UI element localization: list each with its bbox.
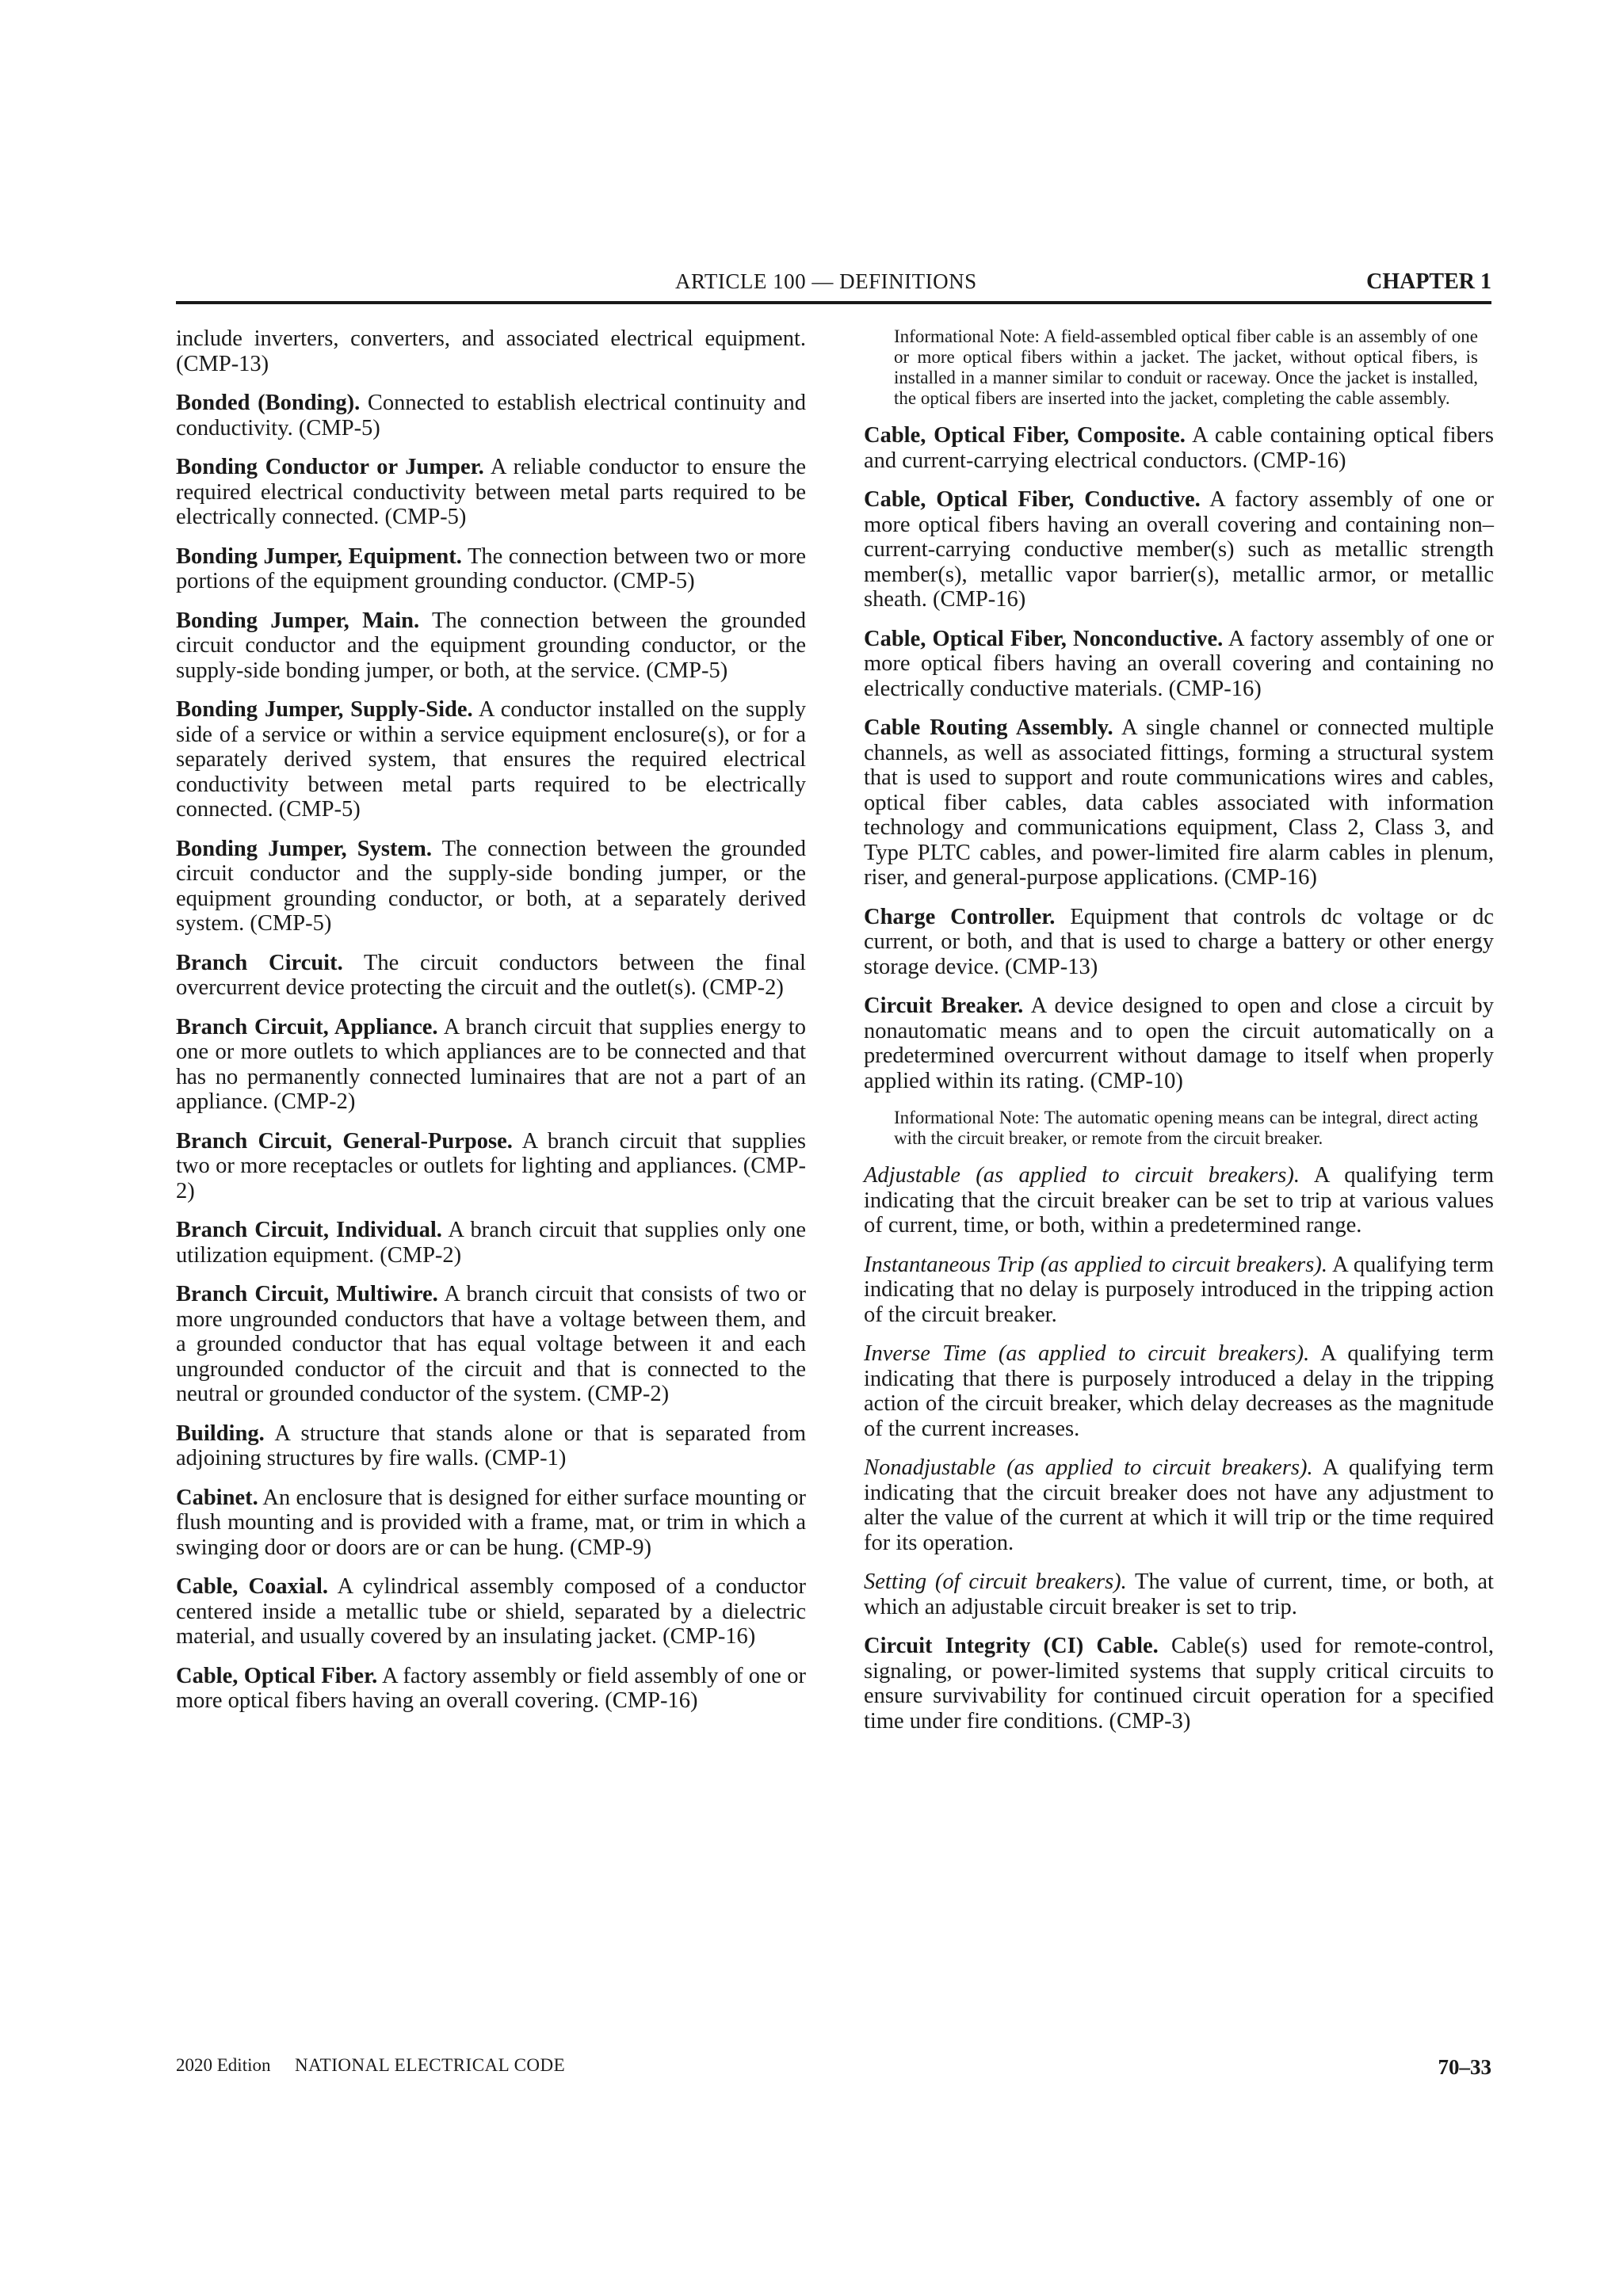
code-title: NATIONAL ELECTRICAL CODE xyxy=(295,2055,566,2075)
definition-text: A branch circuit that consists of two or more ungrounded conductors that have a voltage between them, and a grounded conductor that has equal voltage between it and each ungrounded conductor of the circuit and that is connected to the neutral or grounded conductor of the system. (CMP-2) xyxy=(176,1282,806,1406)
definition-term: Nonadjustable (as applied to circuit breakers). xyxy=(864,1455,1313,1480)
informational-note: Informational Note: A field-assembled optical fiber cable is an assembly of one or more optical fibers within a jacket. The jacket, without optical fibers, is installed in a manner similar to conduit or raceway. Once the jacket is installed, the optical fibers are inserted into the jacket, completing the cable assembly. xyxy=(894,326,1478,408)
definition-term: Bonding Conductor or Jumper. xyxy=(176,455,484,479)
definition-term: Inverse Time (as applied to circuit breakers). xyxy=(864,1341,1310,1366)
definition xyxy=(864,994,1494,1093)
definition-text: A branch circuit that supplies only one utilization equipment. (CMP-2) xyxy=(176,1218,806,1268)
definition xyxy=(176,608,806,684)
definition-text: A qualifying term indicating that the circuit breaker does not have any adjustment to alter the value of the current at which it will trip or the time required for its operation. xyxy=(864,1455,1494,1555)
definition xyxy=(176,455,806,530)
definition-term: Cabinet. xyxy=(176,1485,258,1510)
definition-text: A qualifying term indicating that no delay is purposely introduced in the tripping action of the circuit breaker. xyxy=(864,1252,1494,1327)
definition-text: A factory assembly of one or more optical fibers having an overall covering and containing no electrically conductive materials. (CMP-16) xyxy=(864,626,1494,701)
definition-term: Charge Controller. xyxy=(864,904,1056,929)
definition xyxy=(176,951,806,1001)
definition xyxy=(864,1253,1494,1328)
definition-term: Bonding Jumper, Equipment. xyxy=(176,543,462,569)
definition xyxy=(176,544,806,594)
definition xyxy=(176,837,806,936)
definition-term: Bonded (Bonding). xyxy=(176,391,361,415)
definition-term: Bonding Jumper, Supply-Side. xyxy=(176,697,473,722)
definition-text: A reliable conductor to ensure the required electrical conductivity between metal parts required to be electrically connected. (CMP-5) xyxy=(176,455,807,529)
definition-term: Branch Circuit, Appliance. xyxy=(176,1014,438,1039)
definition xyxy=(864,627,1494,702)
definition-text: The connection between the grounded circuit conductor and the equipment grounding conductor, or the supply-side bonding jumper, or both, at the service. (CMP-5) xyxy=(176,608,806,683)
definition xyxy=(864,1163,1494,1238)
definition-term: Cable, Coaxial. xyxy=(176,1574,329,1599)
definition xyxy=(176,1664,806,1714)
definition-term: Cable, Optical Fiber, Nonconductive. xyxy=(864,626,1224,651)
definition-text: A conductor installed on the supply side of a service or within a service equipment enclosure(s), or for a separately derived system, that ensures the required electrical conductivity between metal parts required to be electrically connected. (CMP-5) xyxy=(176,697,806,822)
definition-text: A structure that stands alone or that is separated from adjoining structures by fire walls. (CMP-1) xyxy=(176,1421,806,1470)
definition-text: The connection between two or more portions of the equipment grounding conductor. (CMP-5) xyxy=(176,543,806,593)
definition-term: Cable Routing Assembly. xyxy=(864,715,1113,740)
definition-term: Circuit Breaker. xyxy=(864,994,1024,1018)
definition-text: Cable(s) used for remote-control, signaling, or power-limited systems that supply critical circuits to ensure survivability for continued circuit operation for a specified time under fire conditions. (CMP-3) xyxy=(864,1634,1494,1733)
definition-term: Branch Circuit, Multiwire. xyxy=(176,1282,438,1306)
definition xyxy=(176,1574,806,1650)
definition xyxy=(864,1455,1494,1555)
definition-text: A factory assembly or field assembly of one or more optical fibers having an overall covering. (CMP-16) xyxy=(176,1663,806,1713)
definition xyxy=(864,1634,1494,1733)
definition-text: A branch circuit that supplies energy to one or more outlets to which appliances are to be connected and that has no permanently connected luminaires that are not a part of an appliance. (CMP-2) xyxy=(176,1014,806,1114)
definition-text: A qualifying term indicating that the circuit breaker can be set to trip at various values of current, time, or both, within a predetermined range. xyxy=(864,1163,1494,1238)
definition-term: Adjustable (as applied to circuit breakers). xyxy=(864,1163,1300,1188)
definition-term: Bonding Jumper, System. xyxy=(176,836,432,861)
definition-term: Branch Circuit. xyxy=(176,950,343,975)
definition-term: Cable, Optical Fiber. xyxy=(176,1663,378,1688)
chapter-label: CHAPTER 1 xyxy=(1366,269,1491,294)
definition-text: The connection between the grounded circuit conductor and the supply-side bonding jumper, or the equipment grounding conductor, or both, at a separately derived system. (CMP-5) xyxy=(176,836,806,936)
definition-text: The circuit conductors between the final overcurrent device protecting the circuit and the outlet(s). (CMP-2) xyxy=(176,950,806,1000)
definition-term: Branch Circuit, General-Purpose. xyxy=(176,1128,513,1154)
definition-term: Building. xyxy=(176,1421,265,1446)
definition-text: A qualifying term indicating that there is purposely introduced a delay in the tripping action of the circuit breaker, which delay decreases as the magnitude of the current increases. xyxy=(864,1341,1494,1441)
definition-text: A factory assembly of one or more optical fibers having an overall covering and containing non–current-carrying conductive member(s) such as metallic strength member(s), metallic vapor barrier(s), metallic armor, or metallic sheath. (CMP-16) xyxy=(864,487,1494,612)
definition xyxy=(864,1341,1494,1441)
definition-term: Setting (of circuit breakers). xyxy=(864,1569,1127,1594)
definition-term: Instantaneous Trip (as applied to circuit breakers). xyxy=(864,1252,1327,1277)
informational-note: Informational Note: The automatic opening means can be integral, direct acting with the circuit breaker, or remote from the circuit breaker. xyxy=(894,1108,1478,1148)
definition xyxy=(864,905,1494,980)
definition-text: Equipment that controls dc voltage or dc current, or both, and that is used to charge a battery or other energy storage device. (CMP-13) xyxy=(864,904,1495,979)
definition-text: A cylindrical assembly composed of a conductor centered inside a metallic tube or shield, separated by a dielectric material, and usually covered by an insulating jacket. (CMP-16) xyxy=(176,1574,806,1649)
definition-term: Branch Circuit, Individual. xyxy=(176,1218,442,1242)
definition xyxy=(176,1282,806,1407)
definition xyxy=(176,697,806,822)
definition xyxy=(864,1569,1494,1619)
definition-term: Cable, Optical Fiber, Composite. xyxy=(864,423,1186,448)
definition-text: A branch circuit that supplies two or more receptacles or outlets for lighting and appliances. (CMP-2) xyxy=(176,1128,807,1203)
definition xyxy=(864,423,1494,473)
article-title: ARTICLE 100 — DEFINITIONS xyxy=(675,269,977,293)
definition xyxy=(176,1129,806,1204)
definition xyxy=(176,1421,806,1471)
right-column xyxy=(864,326,1494,1748)
definition-text: A single channel or connected multiple channels, as well as associated fittings, forming a structural system that is used to support and route communications wires and cables, optical fiber cables, data cables associated with information technology and communications equipment, Class 2, Class 3, and Type PLTC cables, and power-limited fire alarm cables in plenum, riser, and general-purpose applications. (CMP-16) xyxy=(864,715,1494,890)
page-header xyxy=(176,269,1491,304)
definition-text: The value of current, time, or both, at which an adjustable circuit breaker is set to trip. xyxy=(864,1569,1494,1619)
definition-term: Cable, Optical Fiber, Conductive. xyxy=(864,487,1201,512)
definition xyxy=(864,487,1494,612)
definition xyxy=(176,1015,806,1115)
definition-text: An enclosure that is designed for either surface mounting or flush mounting and is provided with a frame, mat, or trim in which a swinging door or doors are or can be hung. (CMP-9) xyxy=(176,1485,806,1560)
definition xyxy=(176,391,806,441)
definition-text: Connected to establish electrical continuity and conductivity. (CMP-5) xyxy=(176,391,807,441)
definition-text: A device designed to open and close a circuit by nonautomatic means and to open the circuit automatically on a predetermined overcurrent without damage to itself when properly applied within its rating. (CMP-10) xyxy=(864,994,1494,1093)
definition xyxy=(864,715,1494,891)
left-column xyxy=(176,326,806,1728)
definition-text: A cable containing optical fibers and current-carrying electrical conductors. (CMP-16) xyxy=(864,423,1494,473)
definition xyxy=(176,1218,806,1268)
edition-label: 2020 Edition xyxy=(176,2055,271,2075)
definition-continuation: include inverters, converters, and associated electrical equipment. (CMP-13) xyxy=(176,326,806,376)
definition-term: Circuit Integrity (CI) Cable. xyxy=(864,1634,1159,1658)
page-number: 70–33 xyxy=(1438,2055,1491,2079)
definition-term: Bonding Jumper, Main. xyxy=(176,608,420,633)
definition xyxy=(176,1486,806,1561)
